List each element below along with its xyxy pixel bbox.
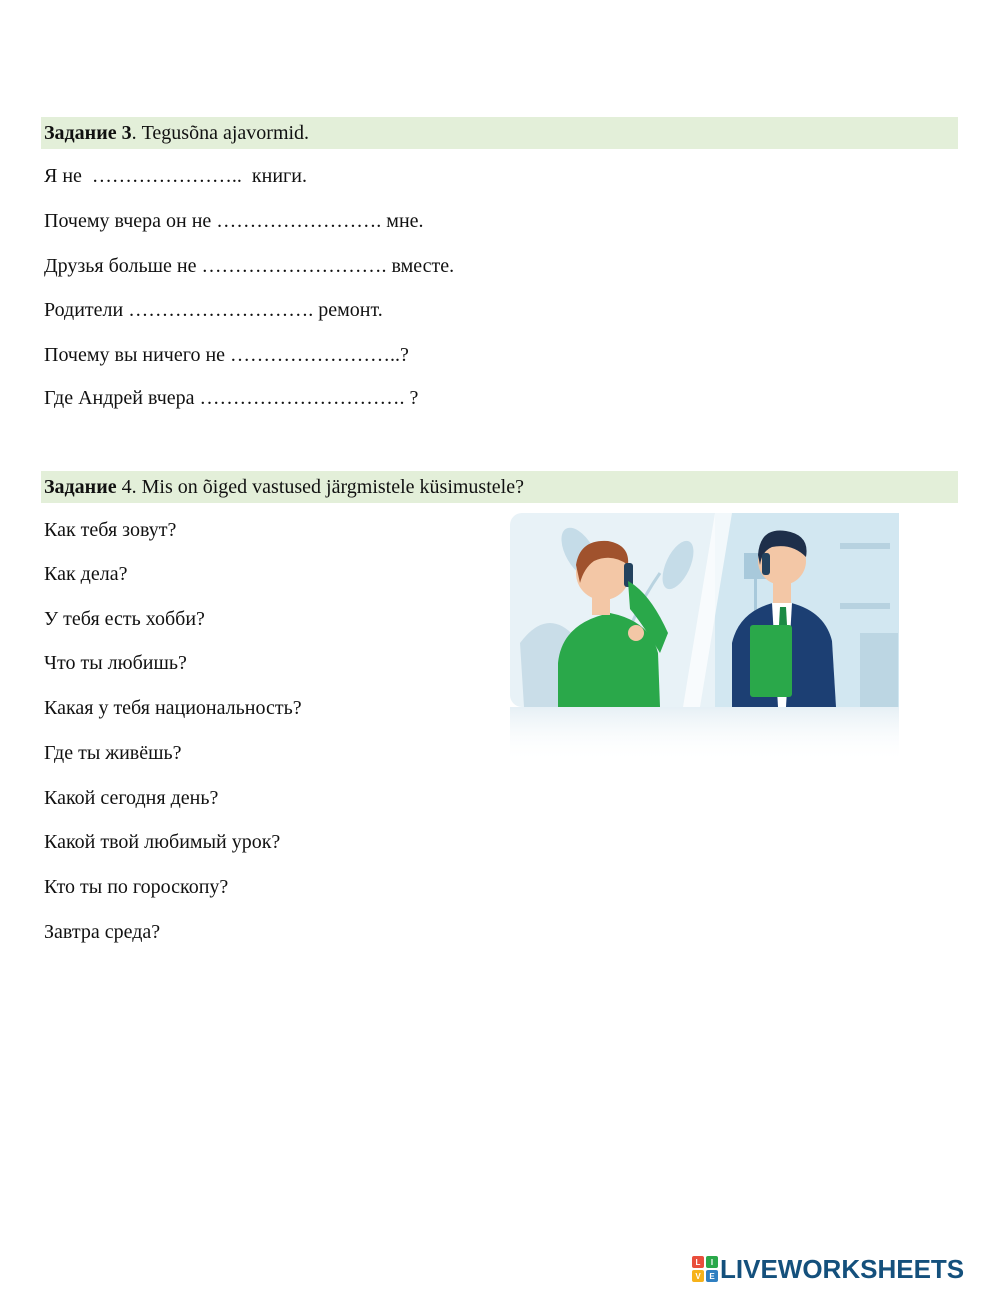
task4-question-6: Где ты живёшь? (44, 742, 182, 764)
task4-label: Задание (44, 476, 117, 498)
task3-line-4: Родители ………………………. ремонт. (44, 299, 383, 321)
task4-question-8: Какой твой любимый урок? (44, 831, 281, 853)
task4-question-2: Как дела? (44, 563, 128, 585)
task4-question-5: Какая у тебя национальность? (44, 697, 302, 719)
task4-question-4: Что ты любишь? (44, 652, 187, 674)
task4-question-1: Как тебя зовут? (44, 519, 177, 541)
task3-line-5: Почему вы ничего не ……………………..? (44, 344, 409, 366)
task3-label: Задание 3 (44, 122, 132, 144)
svg-text:E: E (709, 1272, 715, 1281)
phone-call-illustration (510, 513, 899, 763)
task4-question-9: Кто ты по гороскопу? (44, 876, 229, 898)
task4-question-10: Завтра среда? (44, 921, 161, 943)
task4-title: 4. Mis on õiged vastused järgmistele küsimustele? (116, 476, 524, 498)
task3-title: . Tegusõna ajavormid. (131, 122, 310, 144)
task4-question-7: Какой сегодня день? (44, 787, 219, 809)
svg-text:I: I (710, 1258, 714, 1267)
task4-question-3: У тебя есть хобби? (44, 608, 205, 630)
task3-header (41, 117, 958, 149)
svg-text:V: V (695, 1272, 701, 1281)
liveworksheets-logo-icon (692, 1256, 718, 1282)
task3-line-1: Я не ………………….. книги. (44, 165, 307, 187)
liveworksheets-wordmark: LIVEWORKSHEETS (720, 1253, 965, 1284)
task3-line-6: Где Андрей вчера …………………………. ? (44, 387, 419, 409)
task3-line-3: Друзья больше не ………………………. вместе. (44, 255, 455, 277)
task4-header (41, 471, 958, 503)
liveworksheets-brand[interactable] (692, 1255, 964, 1283)
svg-text:L: L (695, 1258, 701, 1267)
task3-line-2: Почему вчера он не ……………………. мне. (44, 210, 424, 232)
